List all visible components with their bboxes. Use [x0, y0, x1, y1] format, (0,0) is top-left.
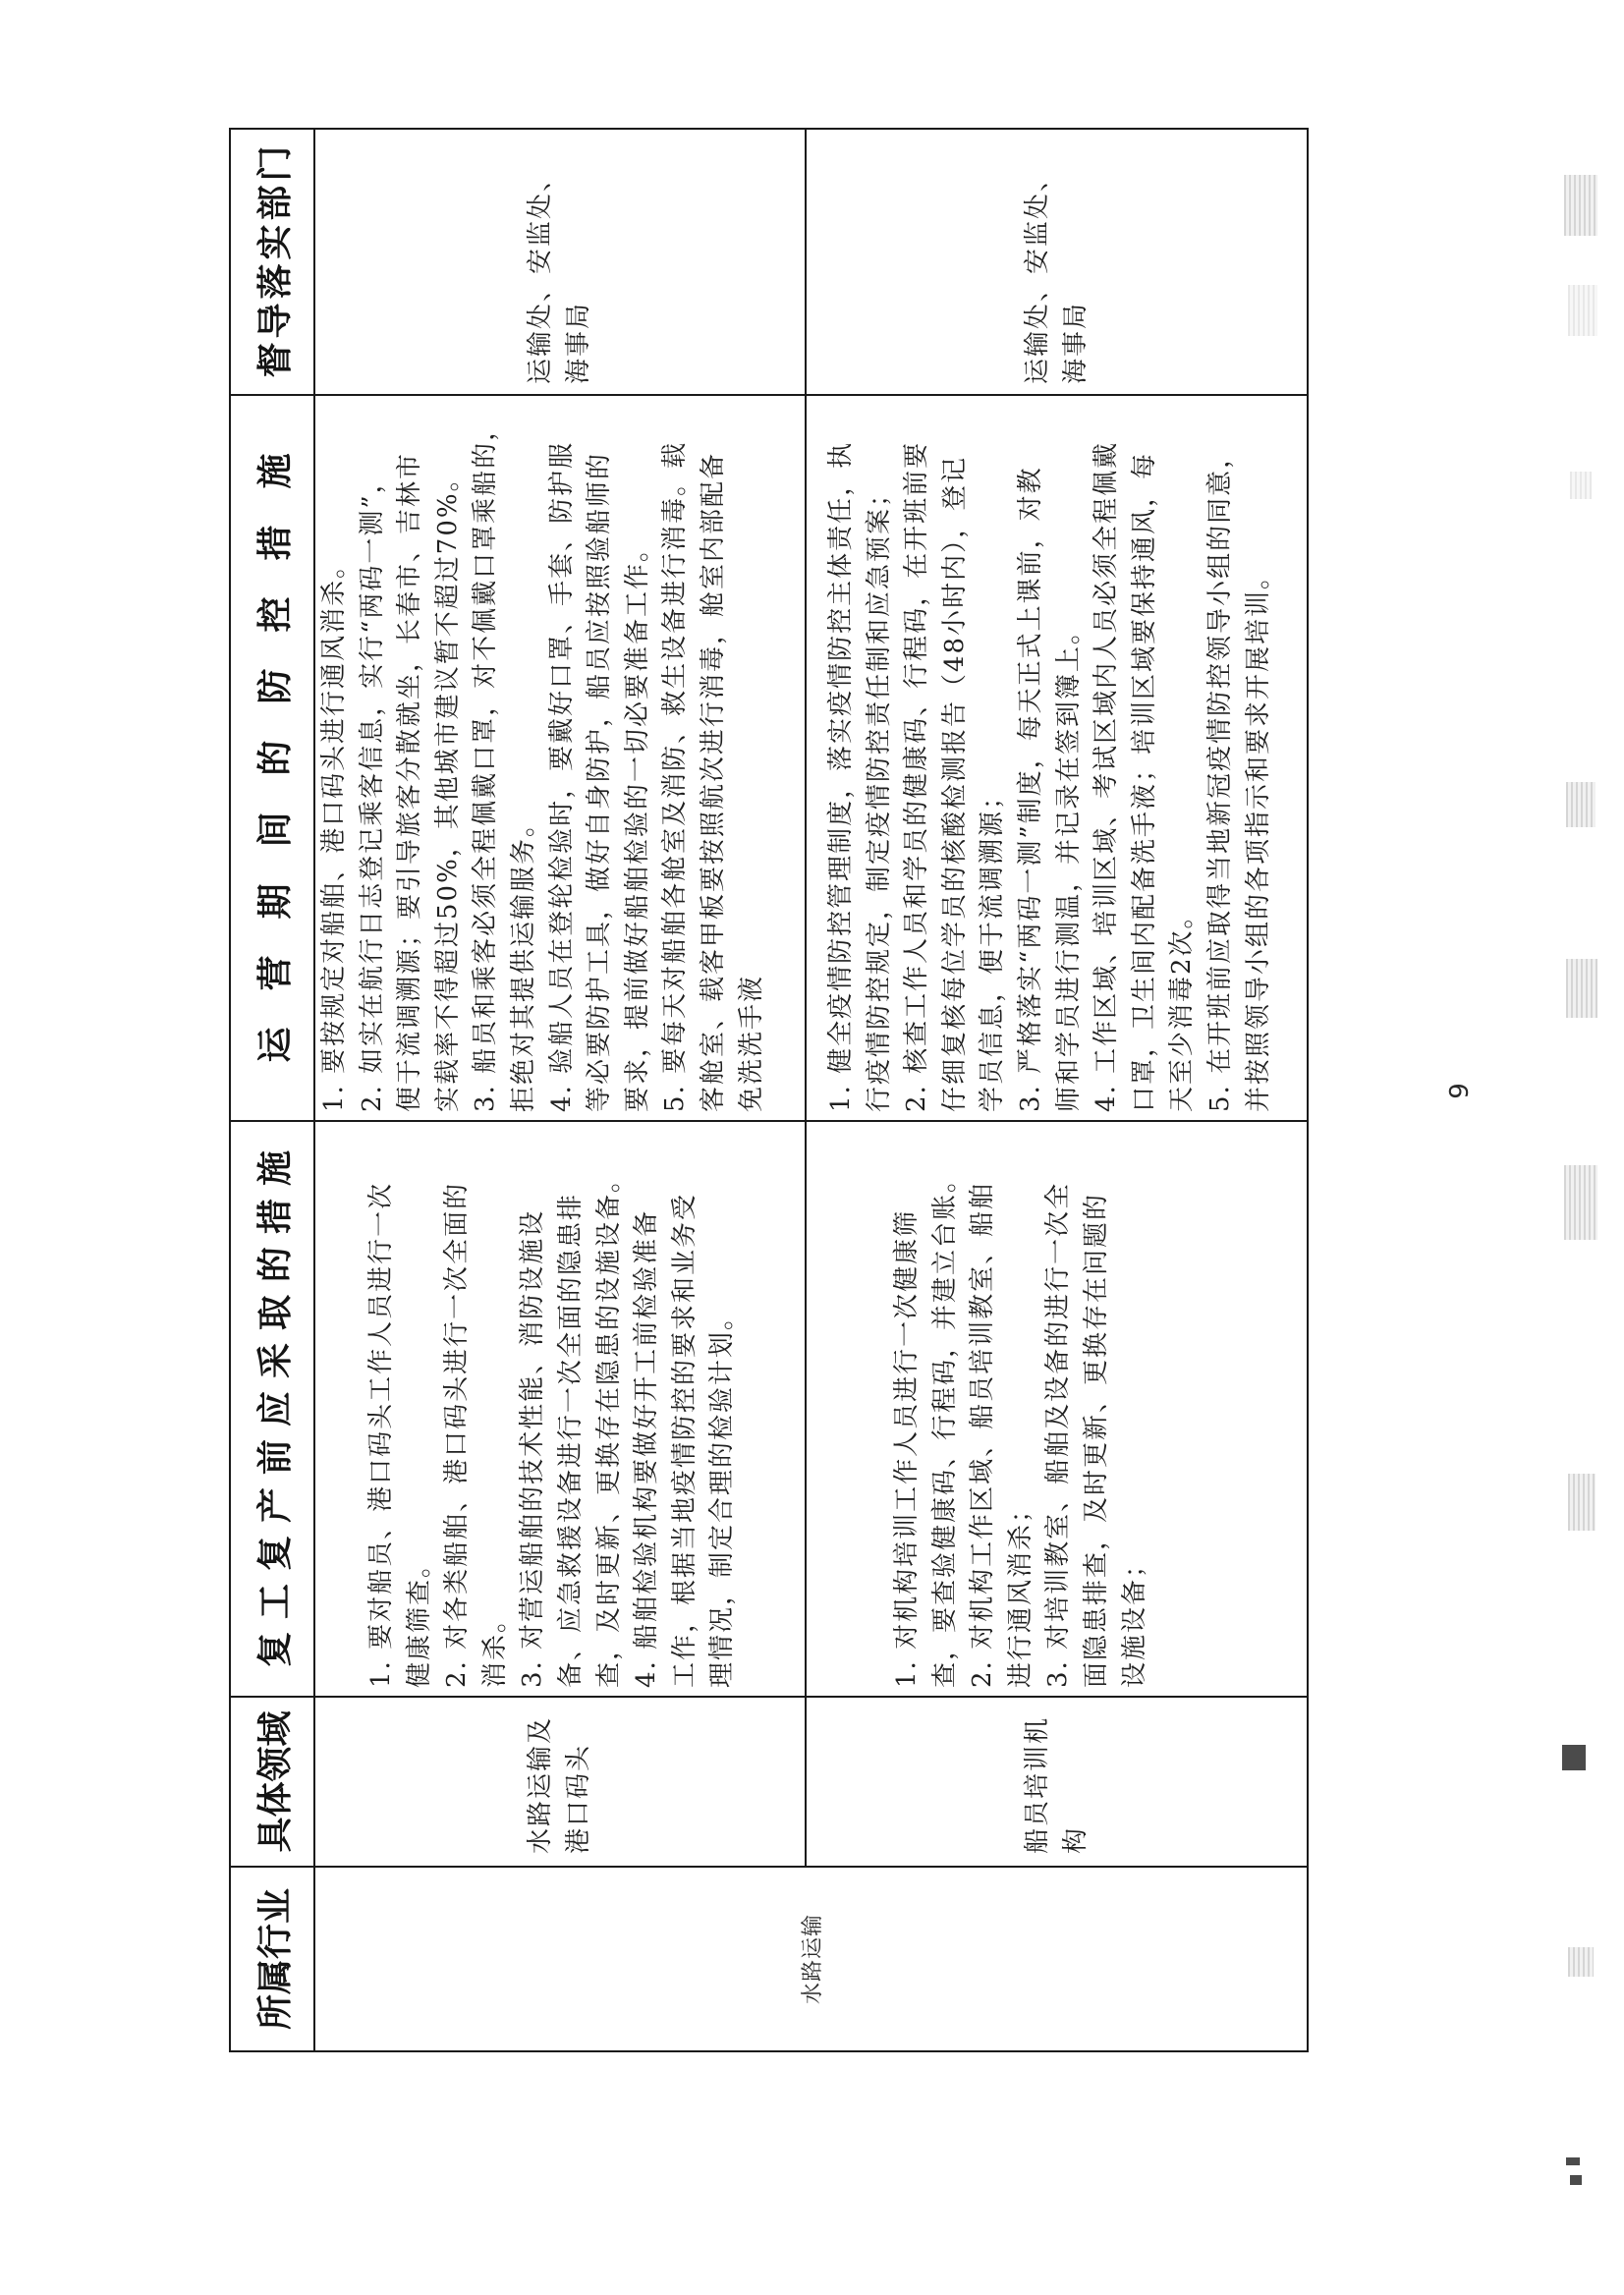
header-label: 运营期间的防控措施: [254, 417, 296, 1063]
text-line: 学员信息，便于流调溯源；: [978, 781, 1008, 1112]
header-pre-resumption-measures: [230, 1121, 314, 1697]
domain-cell: [314, 1697, 806, 1867]
operation-measures-text: [315, 396, 770, 1112]
text-line: 5. 在开班前应取得当地新冠疫情防控领导小组的同意，: [1204, 440, 1235, 1112]
industry-label: 水路运输: [801, 1914, 825, 2005]
pre-resumption-measures-cell: [806, 1121, 1308, 1697]
scan-artifact: [1570, 2175, 1582, 2185]
header-specific-domain: [230, 1697, 314, 1867]
text-line: 实载率不得超过50%，其他城市建议暂不超过70%。: [432, 464, 463, 1112]
text-line: 1. 对机构培训工作人员进行一次健康筛: [892, 1208, 922, 1688]
text-line: 2. 如实在航行日志登记乘客信息，实行“两码一测”，: [357, 466, 387, 1112]
scan-artifact: [1566, 959, 1597, 1018]
operation-measures-cell: [806, 395, 1308, 1121]
text-line: 健康筛查。: [404, 1549, 434, 1688]
supervising-departments-cell: [314, 129, 806, 395]
scan-artifact: [1566, 2157, 1580, 2165]
text-line: 1. 健全疫情防控管理制度，落实疫情防控主体责任，执: [826, 440, 856, 1112]
text-line: 1. 要对船员、港口码头工作人员进行一次: [366, 1181, 396, 1688]
text-line: 船员培训机: [1022, 1715, 1052, 1854]
text-line: 便于流调溯源；要引导旅客分散就坐，长春市、吉林市: [395, 451, 425, 1112]
text-line: 工作，根据当地疫情防控的要求和业务受: [669, 1192, 700, 1688]
text-line: 2. 对各类船舶、港口码头进行一次全面的: [442, 1181, 473, 1688]
scan-artifact: [1564, 175, 1597, 236]
table-row: [314, 129, 806, 2051]
text-line: 运输处、安监处、: [526, 163, 556, 384]
header-label: 所属行业: [254, 1888, 296, 2031]
pre-resumption-measures-text: [363, 1122, 742, 1688]
text-line: 要求，提前做好船舶检验的一切必要准备工作。: [622, 533, 652, 1112]
text-line: 并按照领导小组的各项指示和要求开展培训。: [1243, 561, 1273, 1112]
text-line: 4. 船舶检验机构要做好开工前检验准备: [632, 1208, 662, 1688]
text-line: 构: [1060, 1825, 1091, 1854]
text-line: 4. 工作区域、培训区域、考试区域内人员必须全程佩戴: [1092, 440, 1122, 1112]
text-line: 水路运输及: [526, 1715, 556, 1854]
header-operation-measures: [230, 395, 314, 1121]
pre-resumption-measures-cell: [314, 1121, 806, 1697]
text-line: 面隐患排查，及时更新、更换存在问题的: [1081, 1192, 1111, 1688]
scan-artifact: [1566, 782, 1596, 827]
text-line: 3. 对营运船舶的技术性能、消防设施设: [518, 1208, 548, 1688]
text-line: 仔细复核每位学员的核酸检测报告（48小时内），登记: [939, 455, 970, 1112]
page-number: 9: [1445, 1083, 1475, 1099]
scan-artifact: [1568, 285, 1597, 336]
text-line: 海事局: [564, 301, 593, 384]
table-row: [806, 129, 1308, 2051]
text-line: 港口码头: [564, 1743, 593, 1854]
text-line: 海事局: [1060, 301, 1091, 384]
text-line: 进行通风消杀；: [1005, 1494, 1036, 1688]
text-line: 等必要防护工具，做好自身防护，船员应按照验船师的: [585, 451, 615, 1112]
text-line: 3. 船员和乘客必须全程佩戴口罩，对不佩戴口罩乘船的，: [471, 413, 501, 1112]
header-supervising-departments: [230, 129, 314, 395]
text-line: 4. 验船人员在登轮检验时，要戴好口罩、手套、防护服: [546, 440, 577, 1112]
header-row: [230, 129, 314, 2051]
text-line: 运输处、安监处、: [1022, 163, 1052, 384]
rotated-sheet: [229, 130, 1475, 2052]
domain-cell: [806, 1697, 1308, 1867]
scan-artifact: [1562, 1745, 1586, 1770]
text-line: 3. 对培训教室、船舶及设备的进行一次全: [1043, 1181, 1074, 1688]
text-line: 查，要查验健康码、行程码，并建立台账。: [929, 1164, 960, 1688]
supervising-departments-text: [1019, 130, 1094, 384]
text-line: 口罩，卫生间内配备洗手液；培训区域要保持通风，每: [1129, 451, 1159, 1112]
scan-artifact: [1568, 1474, 1596, 1531]
scan-artifact: [1570, 472, 1592, 499]
domain-text: [1019, 1698, 1094, 1854]
text-line: 2. 核查工作人员和学员的健康码、行程码，在开班前要: [902, 440, 932, 1112]
prevention-measures-table: [229, 128, 1309, 2052]
header-label: 复工复产前应采取的措施: [254, 1138, 296, 1668]
supervising-departments-cell: [806, 129, 1308, 395]
text-line: 客舱室、载客甲板要按照航次进行消毒，舱室内部配备: [698, 451, 728, 1112]
domain-text: [522, 1698, 597, 1854]
pre-resumption-measures-text: [888, 1122, 1153, 1688]
scan-artifact: [1564, 1165, 1597, 1240]
scan-artifact: [1568, 1947, 1594, 1977]
operation-measures-cell: [314, 395, 806, 1121]
text-line: 1. 要按规定对船舶、港口码头进行通风消杀。: [319, 550, 349, 1112]
text-line: 2. 对机构工作区域、船员培训教室、船舶: [968, 1181, 998, 1688]
text-line: 3. 严格落实“两码一测”制度，每天正式上课前，对教: [1015, 466, 1045, 1112]
text-line: 拒绝对其提供运输服务。: [508, 809, 538, 1112]
text-line: 设施设备；: [1119, 1549, 1149, 1688]
text-line: 理情况，制定合理的检验计划。: [707, 1302, 738, 1688]
text-line: 备、应急救援设备进行一次全面的隐患排: [555, 1192, 586, 1688]
industry-cell: [314, 1867, 1308, 2051]
text-line: 师和学员进行测温，并记录在签到簿上。: [1053, 616, 1084, 1112]
header-industry: [230, 1867, 314, 2051]
text-line: 行疫情防控规定，制定疫情防控责任制和应急预案；: [864, 478, 894, 1112]
text-line: 免洗洗手液: [736, 974, 766, 1112]
operation-measures-text: [822, 396, 1277, 1112]
header-label: 督导落实部门: [254, 141, 296, 378]
text-line: 天至少消毒2次。: [1167, 901, 1198, 1112]
header-label: 具体领域: [254, 1710, 296, 1853]
text-line: 消杀。: [479, 1604, 510, 1688]
text-line: 查，及时更新、更换存在隐患的设施设备。: [593, 1164, 624, 1688]
text-line: 5. 要每天对船舶各舱室及消防、救生设备进行消毒。载: [660, 440, 691, 1112]
supervising-departments-text: [522, 130, 597, 384]
